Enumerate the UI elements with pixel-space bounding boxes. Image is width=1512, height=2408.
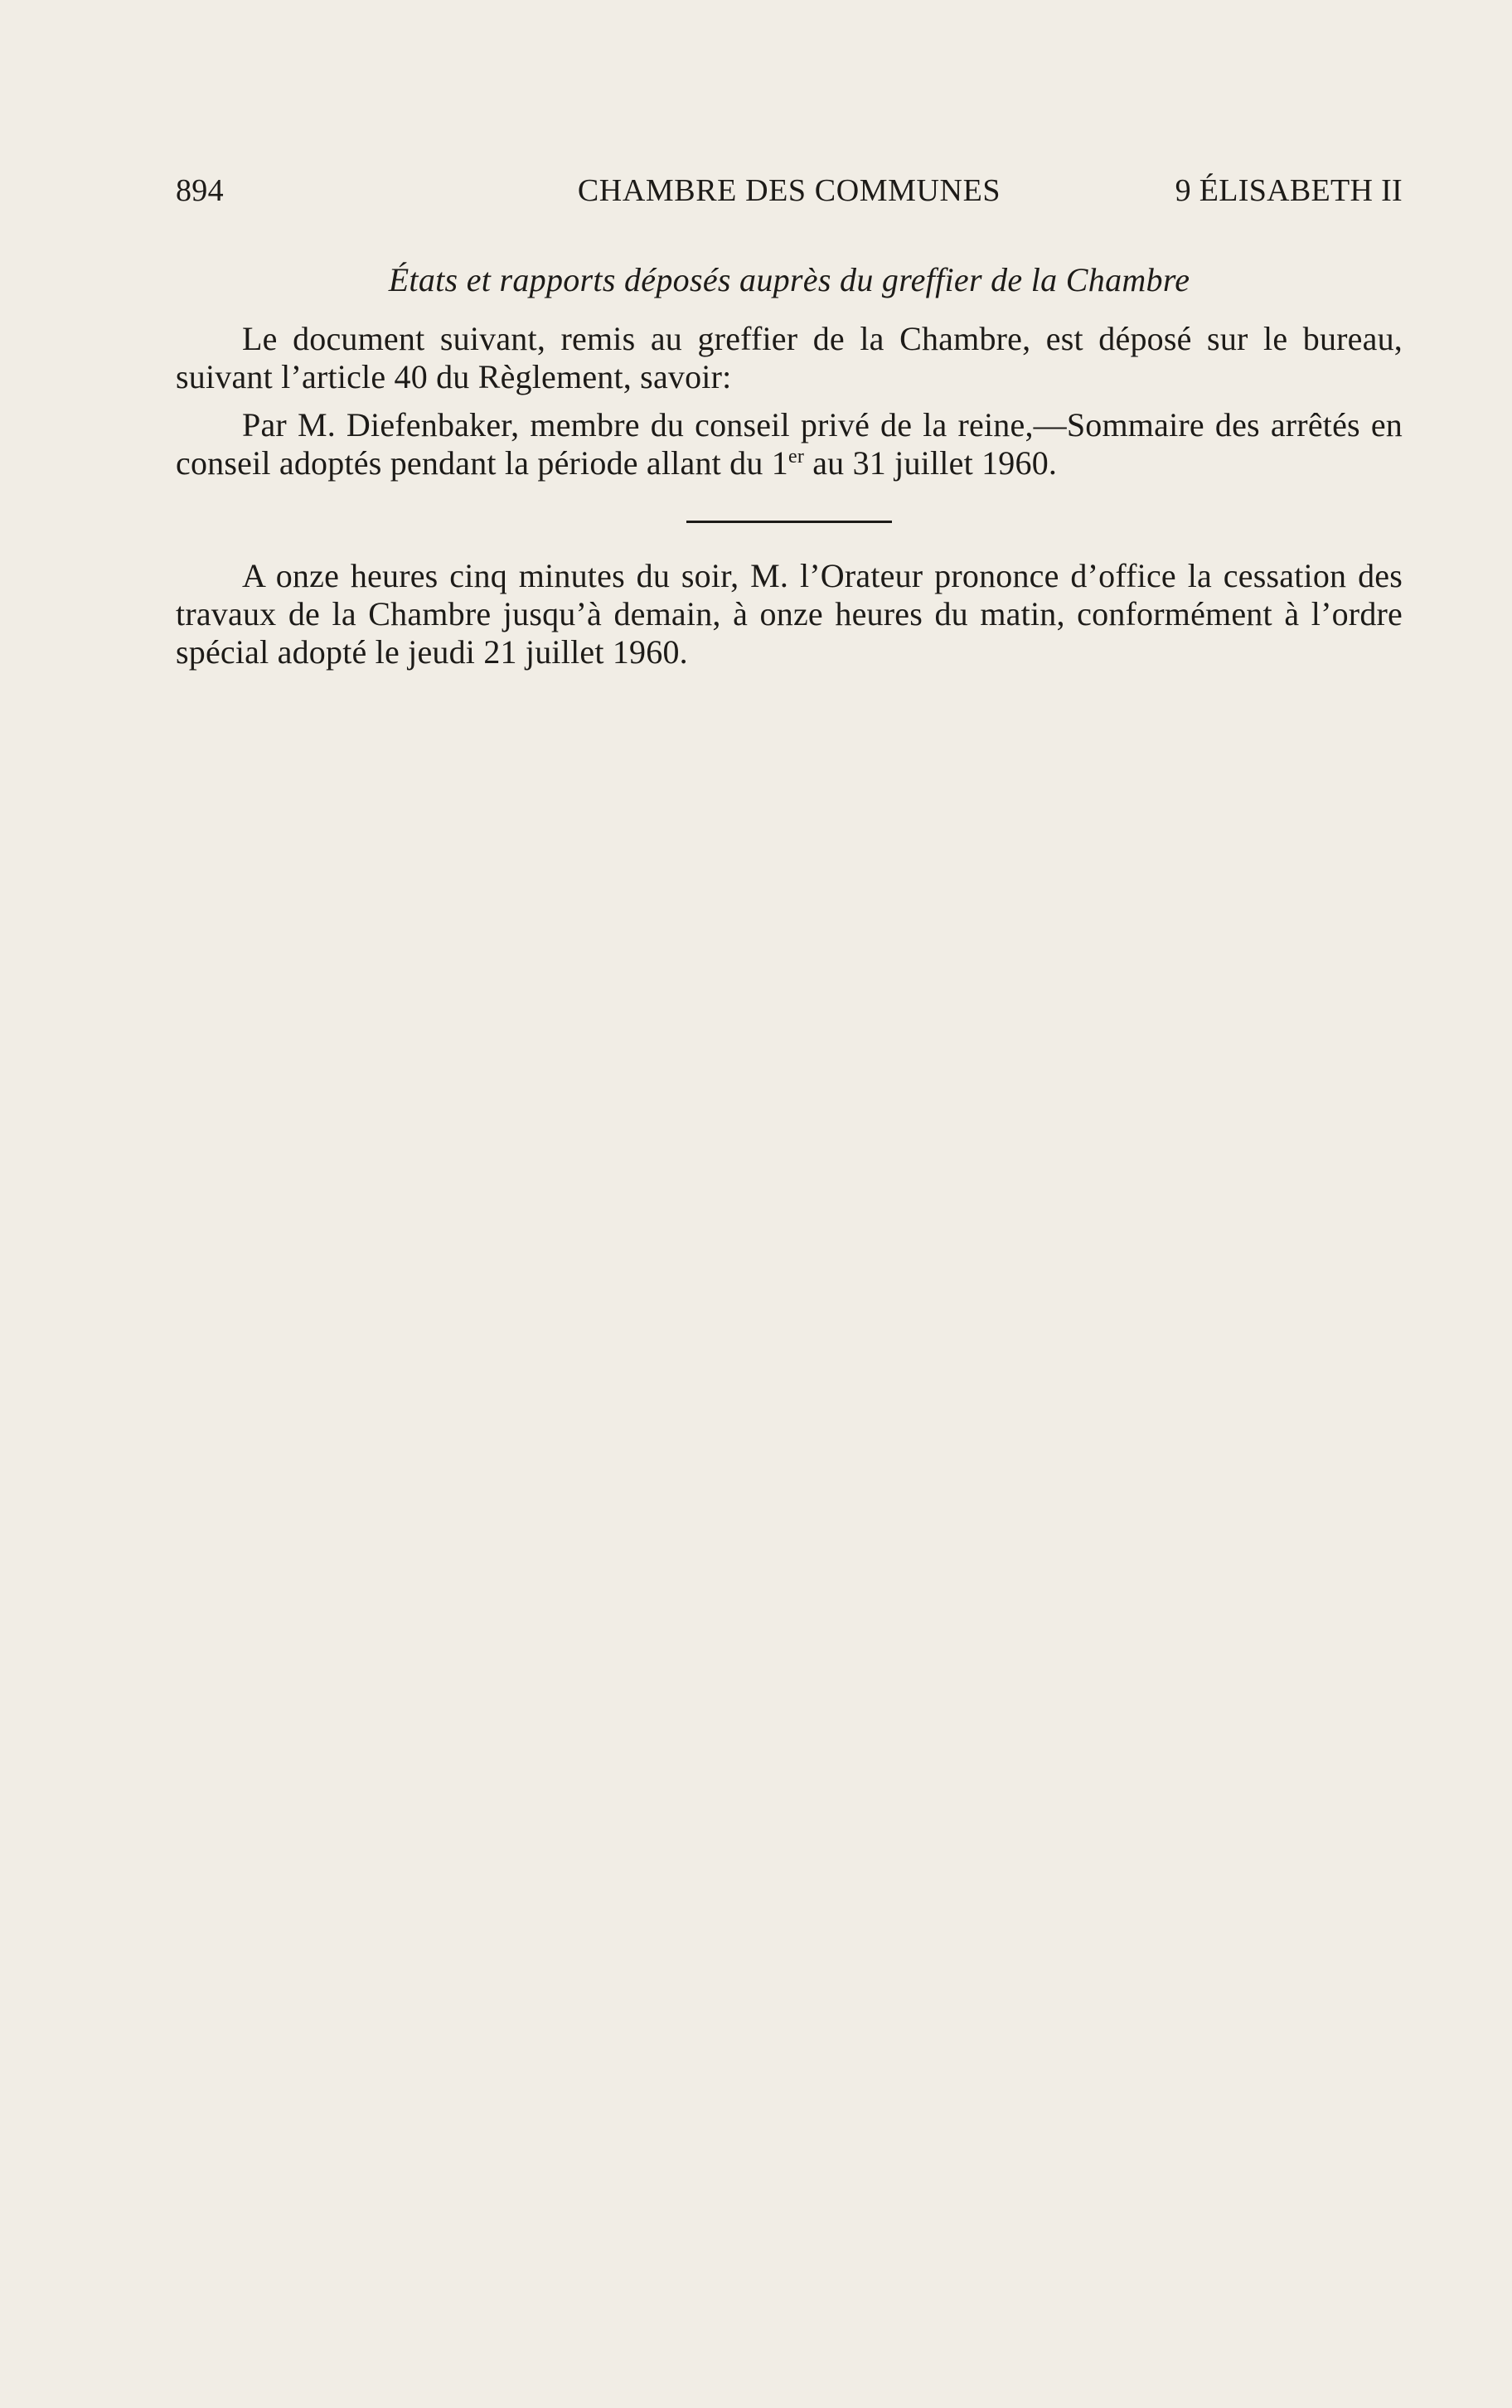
regnal-year: 9 ÉLISABETH II (1175, 173, 1403, 208)
superscript-ordinal: er (788, 446, 805, 468)
paragraph-adjournment: A onze heures cinq minutes du soir, M. l’Orateur prononce d’office la cessation des travaux de la Chambre jusqu’à demain, à onze heures du matin, conformément à l’ordre spécial adopté le jeudi 21 juillet 1960. (176, 557, 1403, 671)
paragraph-text-part: au 31 juillet 1960. (804, 444, 1058, 482)
page-number: 894 (176, 173, 224, 208)
paragraph-text-part: Par M. Diefenbaker, membre du conseil privé de la reine,—Sommaire des arrêtés en conseil adoptés pendant la période allant du 1 (176, 406, 1403, 482)
paragraph-diefenbaker-summary (176, 406, 1403, 482)
page-header (176, 172, 1403, 214)
section-heading: États et rapports déposés auprès du greffier de la Chambre (388, 261, 1190, 298)
section-divider (686, 521, 892, 523)
paragraph-document-tabled: Le document suivant, remis au greffier de la Chambre, est déposé sur le bureau, suivant l’article 40 du Règlement, savoir: (176, 320, 1403, 395)
running-title: CHAMBRE DES COMMUNES (577, 173, 1001, 208)
